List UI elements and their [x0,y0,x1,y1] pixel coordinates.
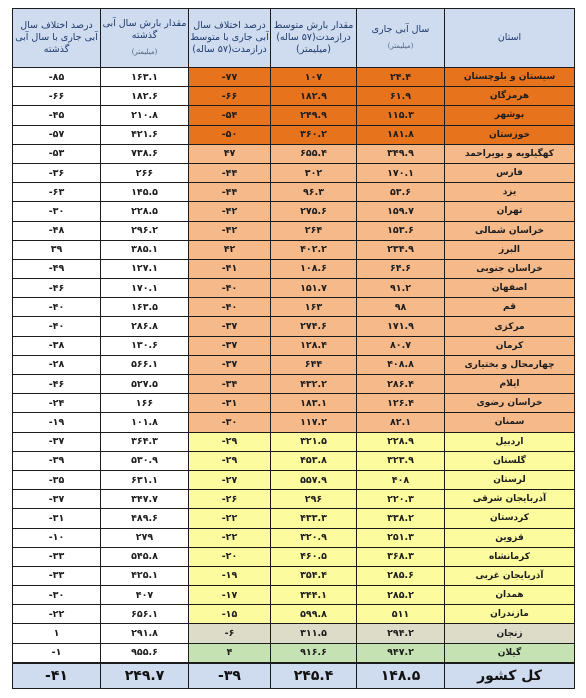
cell-avg-diff: -۴۰ [189,279,271,298]
rainfall-table [12,8,575,689]
table-row [13,451,575,470]
cell-avg-diff: ۴۲ [189,240,271,259]
cell-province: آذربایجان شرقی [445,490,575,509]
cell-province: اصفهان [445,279,575,298]
cell-prev-rain: ۱۶۳.۵ [101,298,189,317]
cell-current: ۱۲۶.۴ [357,394,445,413]
table-row [13,490,575,509]
table-row [13,298,575,317]
cell-prev-rain: ۴۰۷ [101,586,189,605]
cell-prev-rain: ۵۶۶.۱ [101,355,189,374]
total-row [13,663,575,689]
cell-prev-rain: ۷۳۸.۶ [101,144,189,163]
cell-avg-rain: ۱۲۸.۴ [271,336,357,355]
cell-prev-rain: ۴۲۱.۶ [101,125,189,144]
cell-current: ۲۳۴.۹ [357,240,445,259]
cell-prev-rain: ۱۷۰.۱ [101,279,189,298]
cell-avg-diff: -۴۴ [189,163,271,182]
cell-current: ۲۸۶.۴ [357,375,445,394]
cell-current: ۹۴۷.۲ [357,643,445,663]
cell-prev-diff: -۱۰ [13,528,101,547]
cell-avg-rain: ۲۹۶ [271,490,357,509]
table-row [13,125,575,144]
cell-avg-rain: ۲۶۴ [271,221,357,240]
cell-prev-diff: ۱ [13,624,101,643]
cell-province: مرکزی [445,317,575,336]
cell-prev-diff: -۲۲ [13,605,101,624]
cell-prev-diff: -۳۶ [13,163,101,182]
table-row [13,259,575,278]
cell-avg-diff: -۶ [189,624,271,643]
cell-province: مازندران [445,605,575,624]
table-row [13,566,575,585]
cell-prev-diff: -۳۷ [13,490,101,509]
cell-province: کرمان [445,336,575,355]
cell-avg-diff: -۷۷ [189,68,271,87]
cell-prev-diff: -۳۳ [13,566,101,585]
cell-province: گیلان [445,643,575,663]
cell-prev-rain: ۵۴۵.۸ [101,547,189,566]
cell-current: ۱۷۰.۱ [357,163,445,182]
cell-prev-diff: -۳۳ [13,547,101,566]
cell-province: یزد [445,183,575,202]
cell-prev-diff: -۶۳ [13,183,101,202]
cell-current: ۳۳۸.۲ [357,509,445,528]
cell-avg-diff: ۴ [189,643,271,663]
cell-current: ۲۸۵.۶ [357,566,445,585]
cell-avg-diff: -۲۲ [189,509,271,528]
cell-avg-diff: -۲۹ [189,451,271,470]
cell-prev-diff: ۳۹ [13,240,101,259]
cell-current: ۱۵۹.۷ [357,202,445,221]
cell-province: بوشهر [445,106,575,125]
cell-avg-rain: ۳۰۲ [271,163,357,182]
table-row [13,183,575,202]
cell-prev-diff: -۲۴ [13,394,101,413]
cell-prev-diff: -۲۸ [13,355,101,374]
cell-avg-diff: -۲۷ [189,470,271,489]
cell-province: گلستان [445,451,575,470]
cell-avg-diff: -۲۶ [189,490,271,509]
cell-avg-diff: -۱۷ [189,586,271,605]
cell-province: هرمزگان [445,87,575,106]
cell-avg-rain: ۲۷۴.۶ [271,317,357,336]
cell-avg-rain: ۱۱۷.۲ [271,413,357,432]
cell-current: ۲۵۱.۳ [357,528,445,547]
cell-avg-rain: ۴۰۲.۲ [271,240,357,259]
cell-prev-rain: ۳۸۵.۱ [101,240,189,259]
cell-avg-rain: ۱۰۷ [271,68,357,87]
cell-prev-diff: -۴۹ [13,259,101,278]
cell-avg-diff: -۳۰ [189,413,271,432]
cell-current: ۶۱.۹ [357,87,445,106]
table-row [13,432,575,451]
cell-current: ۱۱۵.۳ [357,106,445,125]
cell-avg-rain: ۹۶.۳ [271,183,357,202]
total-current: ۱۴۸.۵ [357,663,445,689]
total-avg-rain: ۲۴۵.۴ [271,663,357,689]
cell-avg-diff: -۵۰ [189,125,271,144]
cell-prev-rain: ۹۵۵.۶ [101,643,189,663]
cell-avg-diff: -۲۲ [189,528,271,547]
cell-current: ۳۲۳.۹ [357,451,445,470]
cell-prev-rain: ۲۶۶ [101,163,189,182]
cell-avg-rain: ۳۴۴.۱ [271,586,357,605]
cell-avg-rain: ۵۹۹.۸ [271,605,357,624]
total-prev-rain: ۲۴۹.۷ [101,663,189,689]
cell-avg-rain: ۳۲۱.۵ [271,432,357,451]
cell-avg-rain: ۴۳۲.۲ [271,375,357,394]
cell-avg-rain: ۲۷۵.۶ [271,202,357,221]
cell-prev-rain: ۲۲۸.۵ [101,202,189,221]
cell-prev-diff: -۴۵ [13,106,101,125]
table-row [13,163,575,182]
cell-province: خراسان جنوبی [445,259,575,278]
cell-prev-diff: -۱۹ [13,413,101,432]
cell-province: زنجان [445,624,575,643]
cell-prev-diff: -۴۰ [13,298,101,317]
cell-current: ۳۴۹.۹ [357,144,445,163]
cell-avg-rain: ۶۵۵.۴ [271,144,357,163]
cell-avg-diff: -۲۹ [189,432,271,451]
table-row [13,547,575,566]
cell-avg-diff: -۲۰ [189,547,271,566]
cell-prev-rain: ۴۸۹.۶ [101,509,189,528]
table-row [13,106,575,125]
cell-current: ۸۰.۷ [357,336,445,355]
cell-prev-rain: ۵۲۷.۵ [101,375,189,394]
cell-prev-diff: -۳۱ [13,509,101,528]
rainfall-table-container [12,8,574,689]
table-row [13,240,575,259]
header-row [13,9,575,68]
header-province: استان [445,9,575,68]
cell-prev-rain: ۵۳۰.۹ [101,451,189,470]
cell-province: فارس [445,163,575,182]
cell-current: ۱۸۱.۸ [357,125,445,144]
cell-current: ۲۸۵.۲ [357,586,445,605]
header-prev-rain: مقدار بارش سال آبی گذشته (میلیمتر) [101,9,189,68]
cell-avg-diff: -۳۱ [189,394,271,413]
cell-current: ۲۲۰.۳ [357,490,445,509]
cell-prev-diff: -۳۵ [13,470,101,489]
cell-current: ۲۲۸.۹ [357,432,445,451]
cell-prev-rain: ۳۴۷.۷ [101,490,189,509]
cell-avg-diff: -۶۶ [189,87,271,106]
cell-prev-rain: ۱۸۲.۶ [101,87,189,106]
cell-avg-diff: -۴۴ [189,183,271,202]
cell-province: البرز [445,240,575,259]
header-current: سال آبی جاری (میلیمتر) [357,9,445,68]
cell-current: ۴۰۸ [357,470,445,489]
cell-current: ۵۱۱ [357,605,445,624]
cell-avg-rain: ۱۸۲.۹ [271,87,357,106]
cell-prev-rain: ۶۵۶.۱ [101,605,189,624]
cell-province: همدان [445,586,575,605]
cell-avg-rain: ۶۴۴ [271,355,357,374]
table-row [13,279,575,298]
cell-avg-rain: ۱۰۸.۶ [271,259,357,278]
cell-avg-diff: -۳۷ [189,355,271,374]
cell-avg-diff: -۳۴ [189,375,271,394]
cell-current: ۶۴.۶ [357,259,445,278]
cell-prev-diff: -۳۷ [13,432,101,451]
total-label: کل کشور [445,663,575,689]
cell-current: ۹۱.۲ [357,279,445,298]
cell-current: ۵۳.۶ [357,183,445,202]
table-row [13,68,575,87]
cell-prev-diff: -۸۵ [13,68,101,87]
table-row [13,394,575,413]
cell-avg-diff: -۱۵ [189,605,271,624]
cell-current: ۱۵۳.۶ [357,221,445,240]
table-body [13,68,575,663]
cell-province: اردبیل [445,432,575,451]
cell-province: خوزستان [445,125,575,144]
cell-prev-rain: ۲۷۹ [101,528,189,547]
cell-province: کهگیلویه و بویراحمد [445,144,575,163]
cell-current: ۳۶۸.۳ [357,547,445,566]
cell-prev-rain: ۱۴۵.۵ [101,183,189,202]
table-row [13,470,575,489]
cell-prev-rain: ۴۲۵.۱ [101,566,189,585]
header-current-unit: (میلیمتر) [387,42,414,50]
cell-province: خراسان شمالی [445,221,575,240]
table-row [13,87,575,106]
cell-avg-rain: ۴۳۳.۳ [271,509,357,528]
table-row [13,336,575,355]
cell-avg-rain: ۳۵۴.۴ [271,566,357,585]
cell-prev-rain: ۳۶۴.۳ [101,432,189,451]
header-prev-diff: درصد اختلاف سال آبی جاری با سال آبی گذشته [13,9,101,68]
cell-prev-rain: ۶۳۱.۱ [101,470,189,489]
cell-prev-rain: ۲۸۶.۸ [101,317,189,336]
cell-current: ۸۲.۱ [357,413,445,432]
cell-avg-diff: -۴۰ [189,298,271,317]
table-row [13,624,575,643]
table-row [13,221,575,240]
cell-avg-rain: ۳۶۰.۲ [271,125,357,144]
cell-avg-rain: ۳۱۱.۵ [271,624,357,643]
cell-avg-rain: ۱۶۳ [271,298,357,317]
cell-province: کرمانشاه [445,547,575,566]
table-row [13,605,575,624]
cell-prev-diff: -۱ [13,643,101,663]
header-avg-diff: درصد اختلاف سال آبی جاری با متوسط درازمدت(۵۷ ساله) [189,9,271,68]
cell-prev-rain: ۲۹۱.۸ [101,624,189,643]
cell-prev-rain: ۱۳۰.۶ [101,336,189,355]
cell-avg-rain: ۵۵۷.۹ [271,470,357,489]
cell-prev-rain: ۱۰۱.۸ [101,413,189,432]
cell-avg-rain: ۱۵۱.۷ [271,279,357,298]
cell-prev-rain: ۱۲۷.۱ [101,259,189,278]
cell-avg-rain: ۲۴۹.۹ [271,106,357,125]
table-row [13,509,575,528]
table-row [13,355,575,374]
table-row [13,528,575,547]
cell-current: ۲۴.۴ [357,68,445,87]
cell-province: آذربایجان غربی [445,566,575,585]
table-row [13,586,575,605]
cell-prev-diff: -۳۸ [13,336,101,355]
cell-avg-rain: ۱۸۳.۱ [271,394,357,413]
table-row [13,375,575,394]
cell-prev-diff: -۶۶ [13,87,101,106]
header-prev-rain-unit: (میلیمتر) [131,48,158,56]
cell-province: چهارمحال و بختیاری [445,355,575,374]
cell-prev-diff: -۴۰ [13,317,101,336]
table-row [13,202,575,221]
total-avg-diff: -۳۹ [189,663,271,689]
cell-prev-diff: -۳۰ [13,586,101,605]
cell-current: ۲۹۴.۲ [357,624,445,643]
cell-avg-rain: ۳۲۰.۹ [271,528,357,547]
cell-prev-rain: ۱۶۶ [101,394,189,413]
cell-avg-diff: -۴۱ [189,259,271,278]
cell-prev-rain: ۲۱۰.۸ [101,106,189,125]
cell-current: ۹۸ [357,298,445,317]
cell-avg-diff: -۴۲ [189,221,271,240]
cell-prev-diff: -۵۳ [13,144,101,163]
cell-province: تهران [445,202,575,221]
table-row [13,317,575,336]
total-prev-diff: -۴۱ [13,663,101,689]
cell-avg-diff: -۳۷ [189,336,271,355]
header-avg-rain: مقدار بارش متوسط درازمدت(۵۷ ساله) (میلیمتر) [271,9,357,68]
cell-avg-rain: ۴۶۰.۵ [271,547,357,566]
cell-avg-rain: ۴۵۳.۸ [271,451,357,470]
cell-prev-rain: ۱۶۳.۱ [101,68,189,87]
cell-province: ایلام [445,375,575,394]
cell-avg-diff: -۳۷ [189,317,271,336]
cell-avg-rain: ۹۱۶.۶ [271,643,357,663]
cell-current: ۴۰۸.۸ [357,355,445,374]
cell-prev-diff: -۳۹ [13,451,101,470]
cell-avg-diff: ۴۷ [189,144,271,163]
cell-province: خراسان رضوی [445,394,575,413]
cell-current: ۱۷۱.۹ [357,317,445,336]
cell-avg-diff: -۵۴ [189,106,271,125]
cell-province: سیستان و بلوچستان [445,68,575,87]
cell-avg-diff: -۱۹ [189,566,271,585]
cell-prev-rain: ۲۹۶.۲ [101,221,189,240]
cell-province: کردستان [445,509,575,528]
cell-avg-diff: -۴۲ [189,202,271,221]
cell-prev-diff: -۵۷ [13,125,101,144]
cell-province: قم [445,298,575,317]
table-row [13,413,575,432]
cell-prev-diff: -۴۸ [13,221,101,240]
cell-prev-diff: -۳۰ [13,202,101,221]
cell-province: لرستان [445,470,575,489]
table-row [13,144,575,163]
cell-prev-diff: -۴۶ [13,375,101,394]
table-row [13,643,575,663]
cell-province: سمنان [445,413,575,432]
cell-prev-diff: -۴۶ [13,279,101,298]
cell-province: قزوین [445,528,575,547]
